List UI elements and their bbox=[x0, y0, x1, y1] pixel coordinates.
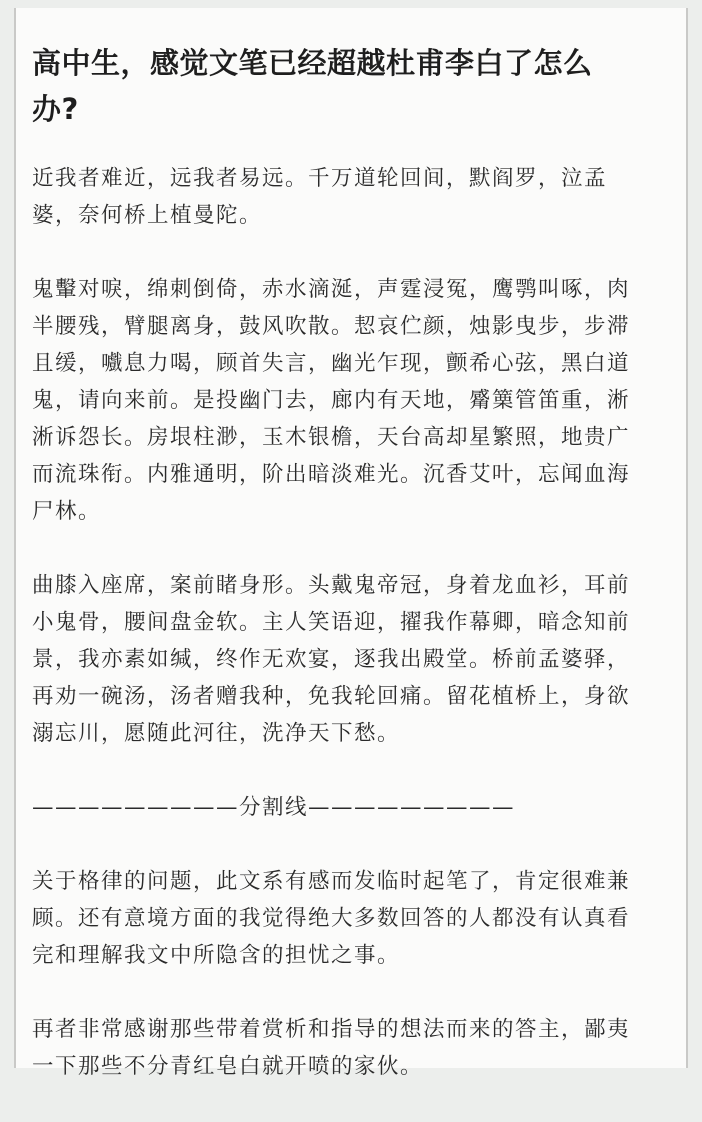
note-paragraph-1: 关于格律的问题，此文系有感而发临时起笔了，肯定很难兼 顾。还有意境方面的我觉得绝大多数回答的人都没有认真看 完和理解我文中所隐含的担忧之事。 bbox=[32, 869, 631, 968]
answer-paragraph-3: 曲膝入座席，案前睹身形。头戴鬼帝冠，身着龙血衫，耳前 小鬼骨，腰间盘金软。主人笑语迎，擢我作幕卿，暗念知前 景，我亦素如缄，终作无欢宴，逐我出殿堂。桥前孟婆驿， 再劝一碗汤，汤者赠我种，免我轮回痛。留花植桥上，身欲 溺忘川，愿随此河往，洗净天下愁。 bbox=[32, 573, 631, 746]
section-divider: —————————分割线————————— bbox=[32, 795, 516, 820]
answer-body bbox=[32, 160, 682, 1122]
answer-paragraph-2: 鬼轚对唳，绵刺倒倚，赤水滴涎，声霆浸冤，鹰鹗叫啄，肉 半腰残，臂腿离身，鼓风吹散。恝哀伫颜，烛影曳步，步滞 且缓，嚱息力喝，顾首失言，幽光乍现，颤希心弦，黑白道 鬼，请向来前。是投幽门去，廊内有天地，觱篥管笛重，淅 淅诉怨长。房垠柱渺，玉木银檐，天台高却星繁照，地贵广 而流珠衔。内雅通明，阶出暗淡难光。沉香艾叶，忘闻血海 尸林。 bbox=[32, 277, 631, 524]
article-card bbox=[14, 8, 688, 1079]
answer-paragraph-1: 近我者难近，远我者易远。千万道轮回间，默阎罗，泣孟 婆，奈何桥上植曼陀。 bbox=[32, 166, 608, 228]
note-paragraph-2: 再者非常感谢那些带着赏析和指导的想法而来的答主，鄙夷 一下那些不分青红皂白就开喷的家伙。 bbox=[32, 1017, 631, 1079]
question-title: 高中生，感觉文笔已经超越杜甫李白了怎么 办? bbox=[32, 46, 593, 126]
